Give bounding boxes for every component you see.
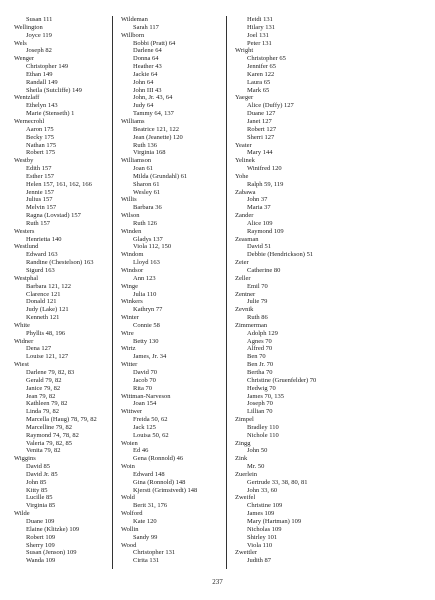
index-entry: John 33, 60: [247, 486, 278, 494]
index-surname: Westers: [14, 227, 35, 235]
index-entry: Robert 109: [26, 533, 56, 541]
index-entry: Duane 127: [247, 110, 276, 118]
index-surname: Wire: [121, 329, 134, 337]
index-entry: Aaron 175: [26, 125, 54, 133]
index-entry: David 51: [247, 243, 272, 251]
index-entry: Jennie 157: [26, 188, 54, 196]
index-surname: Woin: [121, 463, 135, 471]
index-entry: Lucille 85: [26, 494, 53, 502]
index-entry: Gladys 137: [133, 235, 163, 243]
index-surname: Wilde: [14, 510, 30, 518]
index-surname: Westlund: [14, 243, 39, 251]
index-surname: Winge: [121, 282, 139, 290]
index-surname: Wright: [235, 47, 254, 55]
index-entry: Duane 109: [26, 518, 55, 525]
index-entry: Donna 64: [133, 55, 159, 63]
index-surname: Zeier: [235, 259, 249, 267]
index-entry: James, Jr. 34: [133, 353, 167, 361]
index-entry: Sherri 127: [247, 133, 275, 141]
index-entry: Rita 70: [133, 384, 152, 392]
index-entry: Jackie 64: [133, 70, 158, 78]
index-entry: Robert 127: [247, 125, 277, 133]
index-entry: Judy (Lake) 121: [26, 306, 69, 314]
index-surname: Winden: [121, 227, 142, 235]
index-entry: Connie 58: [133, 321, 160, 329]
index-surname: Wernecrohl: [14, 117, 45, 125]
column-divider: [226, 16, 227, 569]
index-entry: Viola 110: [247, 541, 273, 549]
index-entry: Christopher 149: [26, 63, 69, 71]
index-entry: Lillian 70: [247, 408, 273, 416]
index-entry: Helen 157, 161, 162, 166: [26, 180, 92, 188]
index-entry: Peter 131: [247, 39, 272, 47]
index-surname: Williamson: [121, 157, 152, 165]
index-entry: Kenneth 121: [26, 314, 60, 322]
index-entry: Ruth 86: [247, 314, 268, 322]
index-entry: Kathryn 77: [133, 306, 163, 314]
index-entry: Tammy 64, 137: [133, 110, 174, 118]
index-entry: Marcelline 79, 82: [26, 423, 73, 431]
index-surname: Zeller: [235, 274, 251, 282]
index-entry: Sheila (Sutcliffe) 149: [26, 86, 82, 94]
index-entry: Milda (Grundahl) 61: [133, 172, 188, 180]
index-entry: Virginia 85: [26, 502, 56, 510]
index-entry: Venita 79, 82: [26, 447, 61, 455]
index-surname: Zink: [235, 455, 248, 463]
index-entry: John 37: [247, 196, 268, 204]
index-surname: Witter: [121, 361, 138, 369]
index-entry: Darlene 79, 82, 83: [26, 368, 75, 376]
index-surname: Zeasman: [235, 235, 259, 243]
index-entry: Donald 121: [26, 298, 57, 306]
index-entry: Heidi 131: [247, 16, 273, 23]
index-entry: Ruth 126: [133, 219, 158, 227]
index-column-1: [14, 16, 104, 565]
index-surname: Winter: [121, 314, 139, 322]
index-entry: Randine (Chestelson) 163: [26, 259, 94, 267]
index-entry: Joyce 119: [26, 31, 52, 39]
index-surname: Willis: [121, 196, 137, 204]
index-entry: Becky 175: [26, 133, 54, 141]
index-entry: Ethan 149: [26, 70, 53, 78]
index-entry: Wanda 109: [26, 557, 56, 565]
index-entry: Sharon 61: [133, 180, 160, 188]
index-surname: Yelinek: [235, 157, 255, 165]
index-entry: Freida 50, 62: [133, 416, 168, 424]
index-surname: Windsor: [121, 267, 144, 274]
index-entry: Ragna (Lovstad) 157: [26, 212, 81, 220]
index-entry: Christopher 65: [247, 55, 286, 63]
index-surname: Westphal: [14, 274, 39, 282]
index-entry: John III 43: [133, 86, 162, 94]
index-entry: Joel 131: [247, 31, 269, 39]
index-entry: Joan 61: [133, 165, 154, 173]
index-entry: Alice (Duffy) 127: [247, 102, 294, 110]
index-surname: Willborn: [121, 31, 145, 39]
index-entry: Emil 70: [247, 282, 268, 290]
index-entry: Nichole 110: [247, 431, 279, 439]
index-entry: John 64: [133, 78, 154, 86]
index-entry: Winifred 120: [247, 165, 282, 173]
index-entry: Ed 46: [133, 447, 149, 455]
index-entry: Marie (Stenseth) 1: [26, 110, 75, 118]
index-entry: Raymond 109: [247, 227, 284, 235]
index-entry: Darlene 64: [133, 47, 162, 55]
index-entry: Kate 120: [133, 518, 157, 525]
index-surname: Williams: [121, 117, 145, 125]
index-surname: Woien: [121, 439, 138, 447]
index-entry: Barbara 36: [133, 204, 162, 212]
index-entry: Mark 65: [247, 86, 270, 94]
index-surname: Wellington: [14, 23, 43, 31]
index-surname: Windom: [121, 251, 144, 259]
index-entry: Barbara 121, 122: [26, 282, 71, 290]
index-entry: John 50: [247, 447, 268, 455]
index-entry: Edward 148: [133, 470, 165, 478]
index-entry: Edward 163: [26, 251, 58, 259]
index-surname: Zingg: [235, 439, 251, 447]
index-entry: Julia 110: [133, 290, 157, 298]
index-surname: Zwettler: [235, 549, 258, 557]
index-entry: Kathleen 79, 82: [26, 400, 68, 408]
index-surname: Wittwer: [121, 408, 143, 416]
index-entry: John, Jr. 43, 64: [133, 94, 173, 102]
index-entry: Jean 79, 82: [26, 392, 56, 400]
index-entry: Ben 70: [247, 353, 266, 361]
index-entry: Berit 31, 176: [133, 502, 168, 510]
index-surname: Wilson: [121, 212, 140, 220]
index-entry: Clarence 121: [26, 290, 61, 298]
index-entry: Janet 127: [247, 117, 272, 125]
index-surname: Zander: [235, 212, 254, 220]
index-entry: Karen 122: [247, 70, 275, 78]
index-entry: Mary (Hartman) 109: [247, 518, 302, 525]
index-entry: Sarah 117: [133, 23, 159, 31]
index-entry: Joseph 82: [26, 47, 52, 55]
index-entry: Heather 43: [133, 63, 162, 71]
index-entry: Shirley 101: [247, 533, 278, 541]
index-entry: Linda 79, 82: [26, 408, 60, 416]
index-column-2: [121, 16, 209, 565]
page-number: 237: [212, 578, 223, 586]
index-surname: Wood: [121, 541, 137, 549]
index-surname: Wels: [14, 39, 27, 47]
index-entry: Bradley 110: [247, 423, 279, 431]
index-entry: Julius 157: [26, 196, 53, 204]
index-entry: Louise 121, 127: [26, 353, 69, 361]
index-entry: Cirita 131: [133, 557, 160, 565]
index-entry: Dena 127: [26, 345, 52, 353]
index-entry: Gertrude 33, 38, 80, 81: [247, 478, 308, 486]
index-entry: David Jr. 85: [26, 470, 58, 478]
index-entry: Hilary 131: [247, 23, 275, 31]
index-surname: Wiest: [14, 361, 29, 369]
index-entry: Janice 79, 82: [26, 384, 61, 392]
index-entry: Gina (Ronnold) 148: [133, 478, 186, 486]
index-entry: Jacob 70: [133, 376, 156, 384]
index-surname: Wolford: [121, 510, 143, 518]
index-entry: Jennifer 65: [247, 63, 277, 71]
index-entry: Lloyd 163: [133, 259, 160, 267]
index-entry: Alice 109: [247, 219, 273, 227]
index-entry: Judy 64: [133, 102, 154, 110]
index-entry: Christine 109: [247, 502, 283, 510]
index-entry: Betty 130: [133, 337, 159, 345]
index-entry: Ruth 157: [26, 219, 51, 227]
index-entry: Ralph 59, 119: [247, 180, 284, 188]
index-entry: Kjersti (Grimstvedt) 148: [133, 486, 198, 494]
index-entry: Melvin 157: [26, 204, 57, 212]
index-entry: Jean (Jeanette) 120: [133, 133, 183, 141]
index-entry: Kitty 85: [26, 486, 48, 494]
index-surname: Winkers: [121, 298, 143, 306]
index-surname: Wirtz: [121, 345, 136, 353]
index-surname: Wollin: [121, 525, 139, 533]
index-entry: David 70: [133, 368, 158, 376]
index-entry: Sigurd 163: [26, 267, 55, 274]
index-surname: Yeater: [235, 141, 252, 149]
index-surname: Westby: [14, 157, 34, 165]
index-entry: James 70, 135: [247, 392, 285, 400]
index-entry: Susan (Jenson) 109: [26, 549, 77, 557]
index-surname: Wenger: [14, 55, 35, 63]
column-divider: [112, 16, 113, 569]
index-entry: Viola 112, 150: [133, 243, 172, 251]
index-surname: Zabawa: [235, 188, 256, 196]
index-entry: Mr. 50: [247, 463, 265, 471]
index-surname: Zuerlein: [235, 470, 258, 478]
index-entry: Marcella (Haug) 78, 79, 82: [26, 416, 97, 424]
index-surname: Zimmerman: [235, 321, 268, 329]
index-entry: Laura 65: [247, 78, 271, 86]
index-entry: Maria 37: [247, 204, 271, 212]
index-surname: Yohe: [235, 172, 249, 180]
index-entry: John 85: [26, 478, 47, 486]
index-entry: Christopher 131: [133, 549, 176, 557]
index-entry: Valeria 79, 82, 85: [26, 439, 73, 447]
index-surname: Zweifel: [235, 494, 256, 502]
index-surname: Wold: [121, 494, 135, 502]
index-entry: Adolph 129: [247, 329, 278, 337]
index-entry: Ethelyn 143: [26, 102, 58, 110]
index-entry: Ruth 136: [133, 141, 158, 149]
index-entry: Jack 125: [133, 423, 156, 431]
index-entry: Alfred 70: [247, 345, 273, 353]
index-entry: Elaine (Klitzke) 109: [26, 525, 80, 533]
index-entry: Julie 79: [247, 298, 268, 306]
index-surname: Zevnik: [235, 306, 254, 314]
index-surname: Yaeger: [235, 94, 254, 102]
index-entry: Gena (Ronnold) 46: [133, 455, 184, 463]
index-column-3: [235, 16, 347, 565]
index-entry: Phyllis 48, 196: [26, 329, 66, 337]
index-entry: Virginia 168: [133, 149, 166, 157]
index-entry: Susan 111: [26, 16, 53, 23]
index-entry: Mary 144: [247, 149, 273, 157]
index-surname: Zimpel: [235, 416, 254, 424]
index-entry: Nathan 175: [26, 141, 57, 149]
index-entry: Hedwig 70: [247, 384, 276, 392]
index-entry: Ann 123: [133, 274, 156, 282]
index-entry: Henrietta 140: [26, 235, 62, 243]
index-entry: Randall 149: [26, 78, 58, 86]
index-entry: Sandy 99: [133, 533, 158, 541]
index-entry: Esther 157: [26, 172, 54, 180]
index-entry: David 85: [26, 463, 51, 471]
index-entry: Louisa 50, 62: [133, 431, 169, 439]
index-surname: Wentzlaff: [14, 94, 40, 102]
index-surname: White: [14, 321, 30, 329]
index-entry: Catherine 80: [247, 267, 281, 274]
index-entry: Edith 157: [26, 165, 52, 173]
index-entry: Debbie (Hendrickson) 51: [247, 251, 314, 259]
index-entry: Bertha 70: [247, 368, 273, 376]
index-entry: Raymond 74, 78, 82: [26, 431, 79, 439]
index-surname: Widner: [14, 337, 34, 345]
index-surname: Wildeman: [121, 16, 148, 23]
index-entry: Bobbi (Pratt) 64: [133, 39, 176, 47]
index-entry: Agnes 70: [247, 337, 272, 345]
index-entry: Joseph 70: [247, 400, 273, 408]
index-entry: Nicholas 109: [247, 525, 282, 533]
index-entry: Robert 175: [26, 149, 56, 157]
index-entry: Ben Jr. 70: [247, 361, 274, 369]
index-surname: Zentner: [235, 290, 256, 298]
index-entry: Wesley 61: [133, 188, 161, 196]
index-entry: Judith 87: [247, 557, 272, 565]
index-entry: Beatrice 121, 122: [133, 125, 180, 133]
index-surname: Wiggins: [14, 455, 36, 463]
index-entry: Joan 154: [133, 400, 157, 408]
index-entry: James 109: [247, 510, 275, 518]
index-entry: Gerald 79, 82: [26, 376, 62, 384]
index-entry: Sherry 109: [26, 541, 55, 549]
index-entry: Christine (Gruenfelder) 70: [247, 376, 317, 384]
index-surname: Wittman-Narveson: [121, 392, 171, 400]
